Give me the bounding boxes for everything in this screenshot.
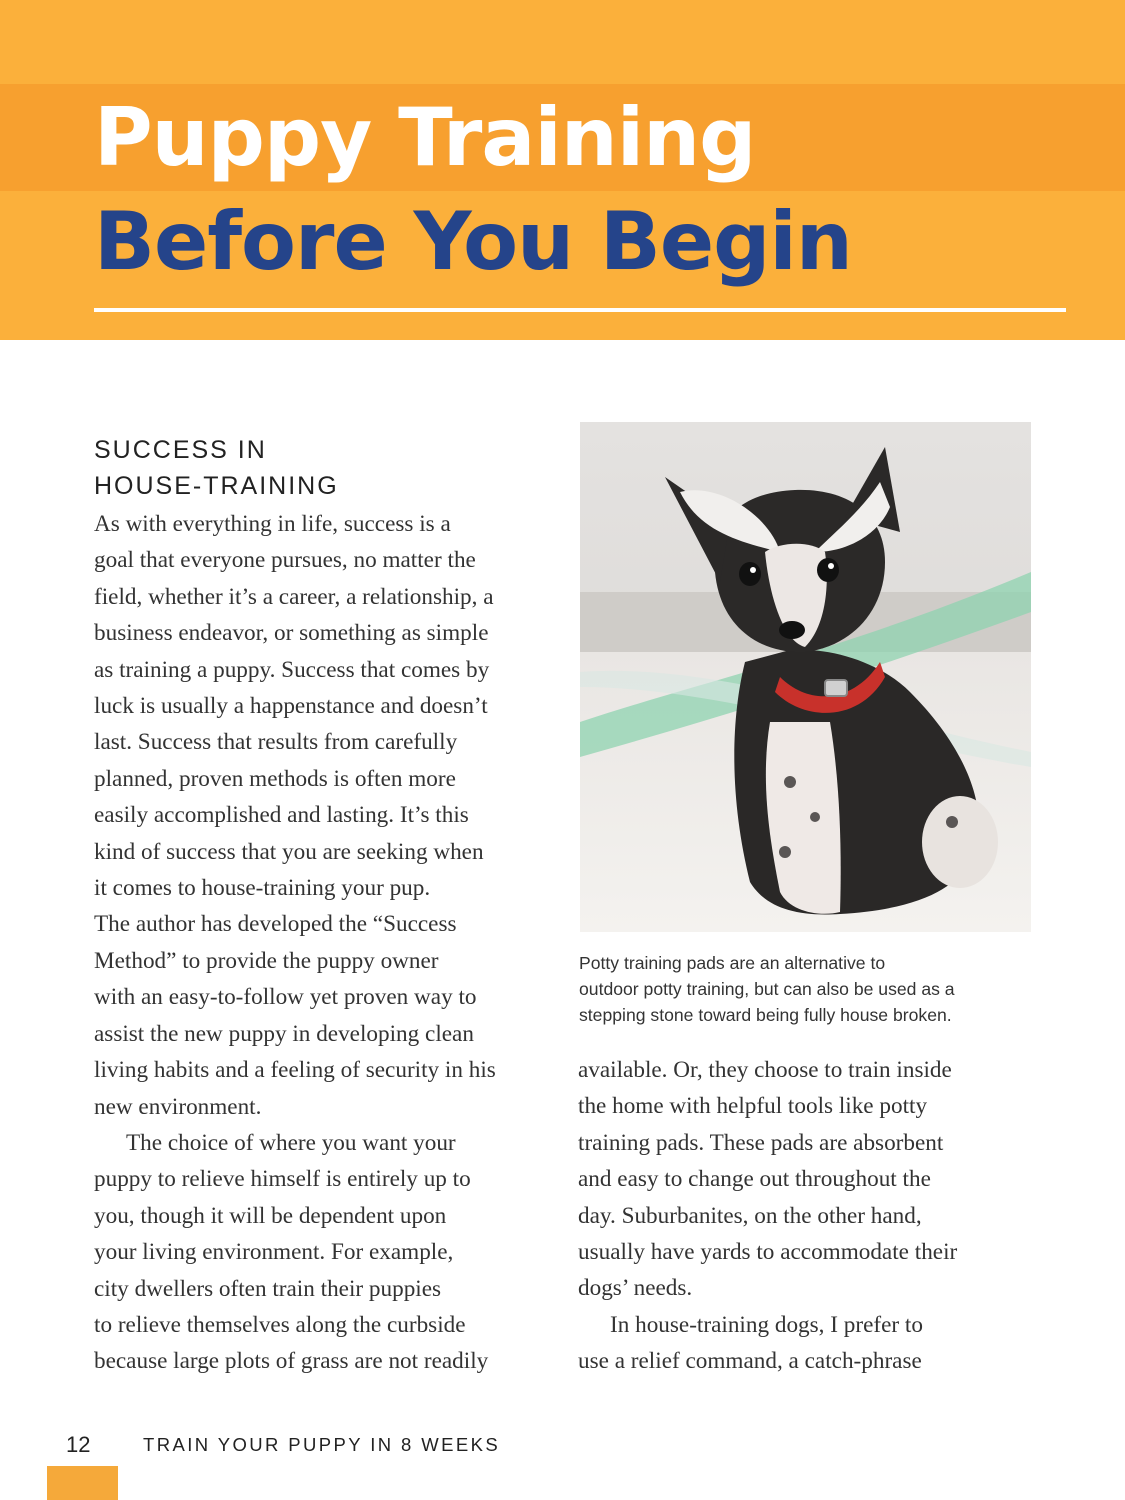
body-line: assist the new puppy in developing clean — [94, 1020, 474, 1047]
section-heading — [94, 432, 339, 504]
body-line: as training a puppy. Success that comes by — [94, 656, 490, 683]
body-line: you, though it will be dependent upon — [94, 1202, 447, 1229]
body-line: usually have yards to accommodate their — [578, 1239, 958, 1266]
header-background — [0, 0, 1125, 84]
body-text-left-column — [94, 506, 554, 1380]
body-line: goal that everyone pursues, no matter the — [94, 547, 476, 574]
body-line: and easy to change out throughout the — [578, 1166, 931, 1193]
body-line: business endeavor, or something as simple — [94, 620, 489, 647]
body-line: use a relief command, a catch-phrase — [578, 1348, 922, 1375]
body-line: with an easy-to-follow yet proven way to — [94, 984, 477, 1011]
body-line: puppy to relieve himself is entirely up to — [94, 1166, 471, 1193]
body-line: living habits and a feeling of security in his — [94, 1057, 496, 1084]
running-footer-title: TRAIN YOUR PUPPY IN 8 WEEKS — [143, 1434, 501, 1455]
body-line: kind of success that you are seeking when — [94, 838, 484, 865]
body-line: field, whether it’s a career, a relationship, a — [94, 583, 494, 610]
body-line: As with everything in life, success is a — [94, 511, 451, 537]
body-line: the home with helpful tools like potty — [578, 1093, 928, 1120]
caption-line: stepping stone toward being fully house broken. — [579, 1005, 952, 1025]
body-text-right-column — [578, 1052, 1038, 1380]
page-title: Puppy Training — [94, 91, 756, 184]
body-line: last. Success that results from carefully — [94, 729, 458, 756]
body-line: day. Suburbanites, on the other hand, — [578, 1202, 922, 1229]
body-line: planned, proven methods is often more — [94, 765, 456, 792]
dog-photo — [580, 422, 1031, 932]
body-line: The choice of where you want your — [126, 1129, 456, 1156]
dog-photo-illustration — [580, 422, 1031, 932]
body-line: available. Or, they choose to train inside — [578, 1057, 952, 1083]
body-line: luck is usually a happenstance and doesn’t — [94, 693, 488, 720]
caption-line: outdoor potty training, but can also be used as a — [579, 979, 955, 999]
page-tab-marker — [47, 1466, 118, 1500]
body-line: because large plots of grass are not readily — [94, 1348, 489, 1375]
body-line: training pads. These pads are absorbent — [578, 1129, 944, 1156]
photo-caption — [579, 950, 1049, 1028]
header-divider — [94, 308, 1066, 312]
body-line: city dwellers often train their puppies — [94, 1275, 442, 1302]
body-line: your living environment. For example, — [94, 1239, 454, 1266]
body-line: The author has developed the “Success — [94, 911, 457, 938]
body-line: dogs’ needs. — [578, 1275, 693, 1302]
caption-line: Potty training pads are an alternative to — [579, 953, 886, 973]
page-subtitle: Before You Begin — [94, 195, 852, 288]
section-heading-line: SUCCESS IN — [94, 436, 267, 464]
body-line: In house-training dogs, I prefer to — [610, 1311, 923, 1338]
body-line: new environment. — [94, 1093, 262, 1120]
section-heading-line: HOUSE-TRAINING — [94, 472, 339, 500]
body-line: Method” to provide the puppy owner — [94, 947, 439, 974]
body-line: easily accomplished and lasting. It’s this — [94, 802, 469, 829]
body-line: it comes to house-training your pup. — [94, 875, 431, 902]
body-line: to relieve themselves along the curbside — [94, 1311, 466, 1338]
page-number: 12 — [66, 1432, 91, 1457]
